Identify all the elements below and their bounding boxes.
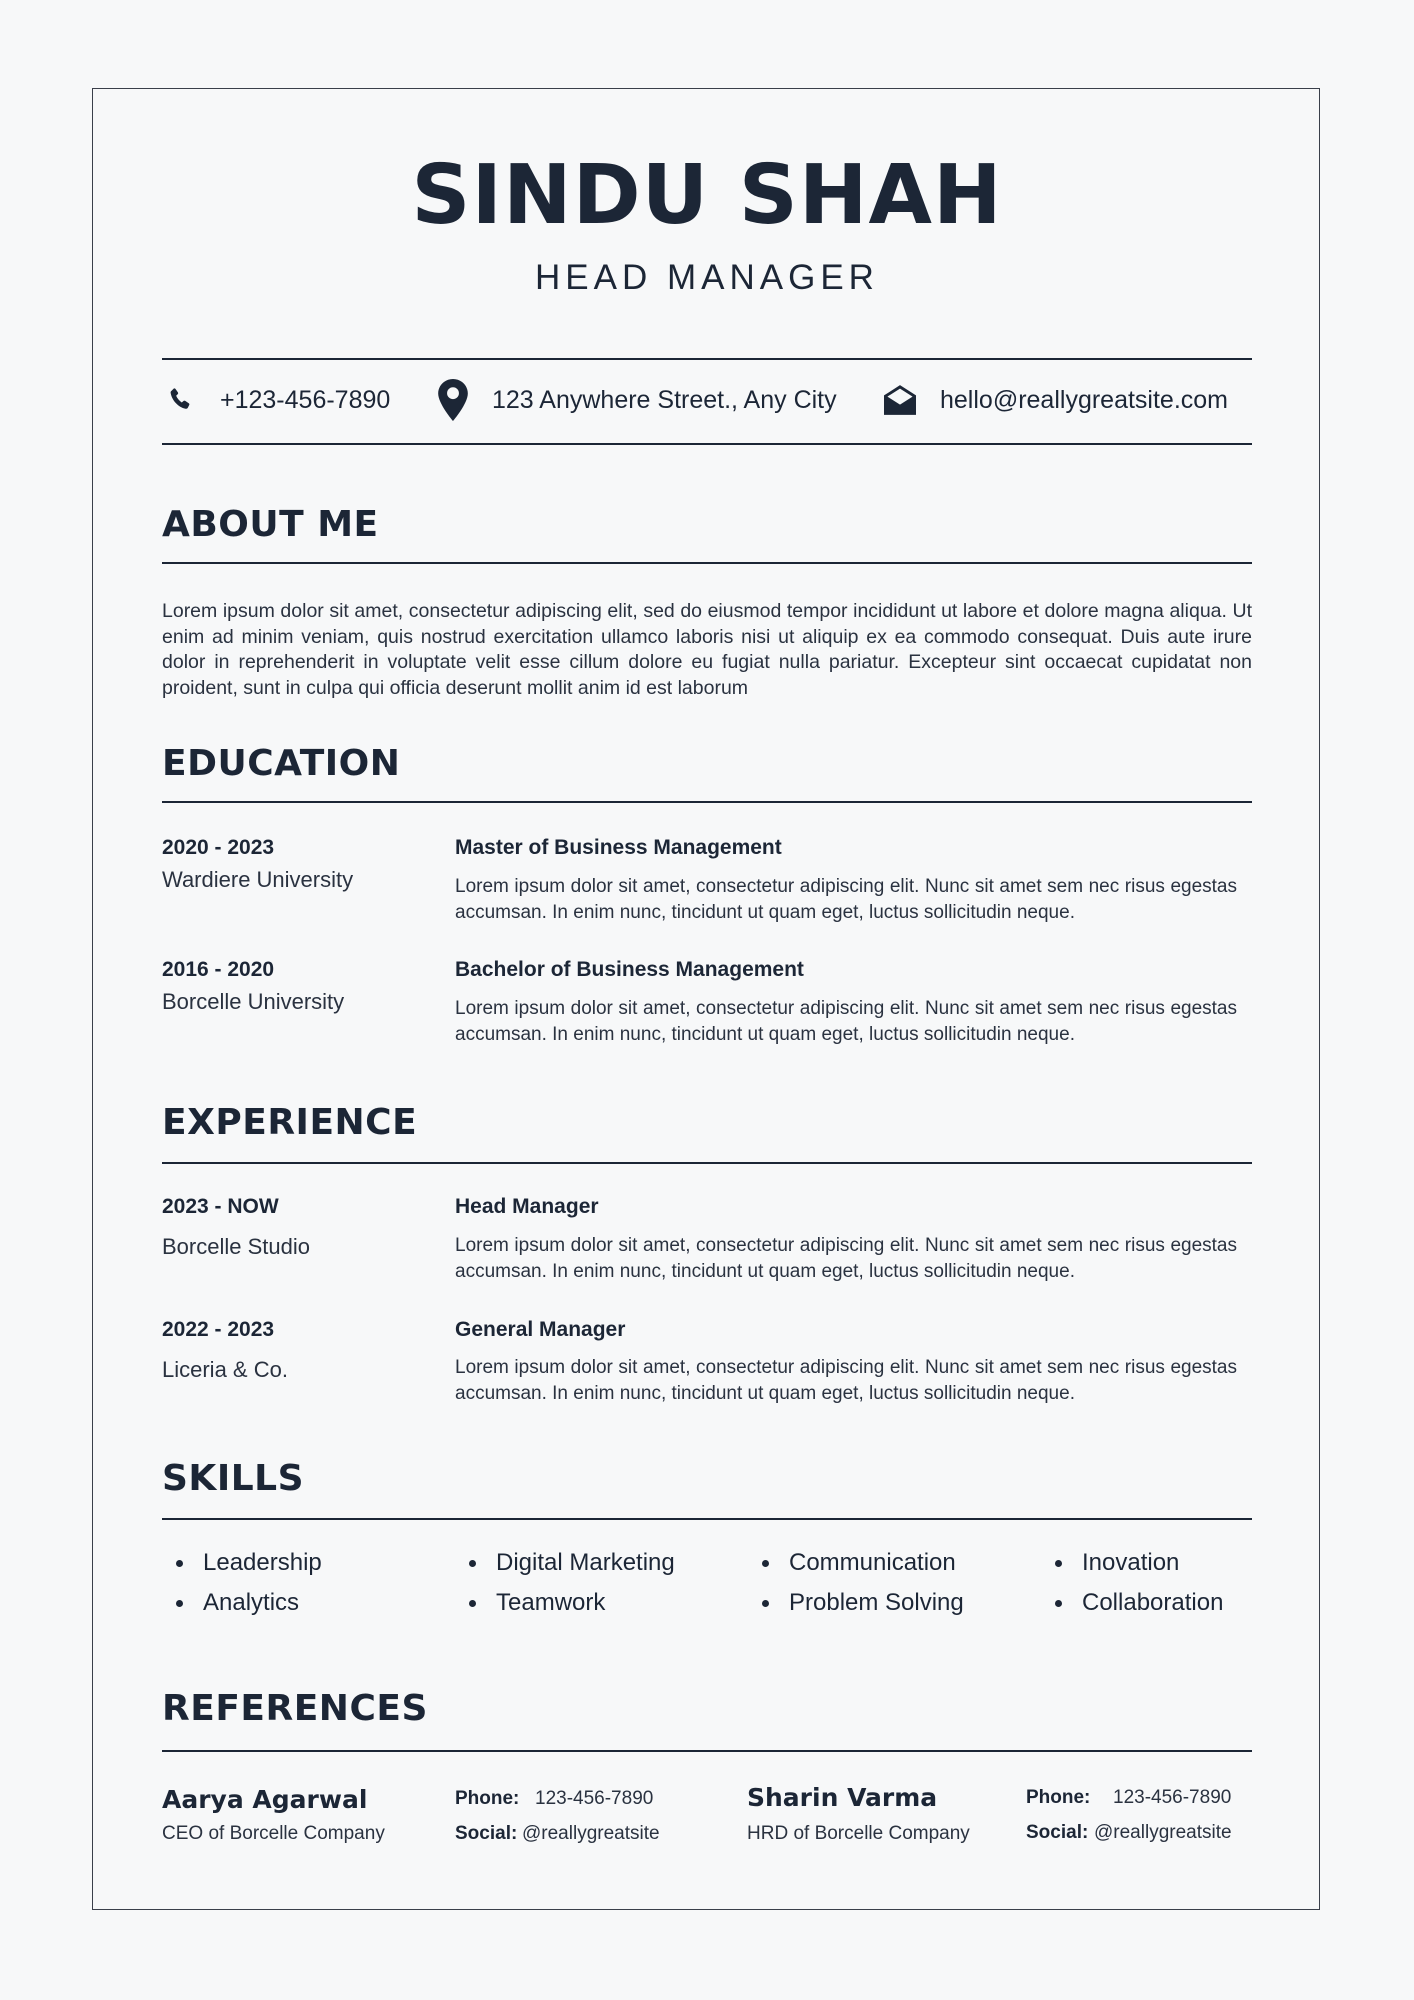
reference-phone-label: Phone:	[455, 1788, 520, 1809]
divider	[162, 1518, 1252, 1520]
bullet-icon	[762, 1560, 769, 1567]
reference-role: CEO of Borcelle Company	[162, 1823, 385, 1844]
education-degree: Master of Business Management	[455, 836, 782, 859]
experience-title: EXPERIENCE	[162, 1102, 418, 1143]
about-title: ABOUT ME	[162, 504, 379, 545]
education-years: 2016 - 2020	[162, 958, 275, 981]
reference-social-label: Social:	[1026, 1822, 1089, 1843]
skill-item: Teamwork	[469, 1589, 605, 1617]
reference-social[interactable]: @reallygreatsite	[522, 1823, 660, 1844]
divider	[162, 358, 1252, 360]
phone-text[interactable]: +123-456-7890	[220, 385, 391, 414]
skill-item: Inovation	[1055, 1549, 1179, 1577]
phone-icon	[166, 384, 194, 416]
divider	[162, 562, 1252, 564]
bullet-icon	[762, 1600, 769, 1607]
reference-phone[interactable]: 123-456-7890	[535, 1788, 654, 1809]
education-description: Lorem ipsum dolor sit amet, consectetur adipiscing elit. Nunc sit amet sem nec risus egestas accumsan. In enim nunc, tincidunt ut quam eget, luctus sollicitudin neque.	[455, 998, 1237, 1045]
experience-years: 2023 - NOW	[162, 1195, 279, 1218]
education-school: Borcelle University	[162, 989, 345, 1014]
education-title: EDUCATION	[162, 743, 401, 784]
experience-years: 2022 - 2023	[162, 1318, 275, 1341]
experience-job-title: Head Manager	[455, 1195, 599, 1218]
skill-item: Problem Solving	[762, 1589, 964, 1617]
education-description: Lorem ipsum dolor sit amet, consectetur adipiscing elit. Nunc sit amet sem nec risus egestas accumsan. In enim nunc, tincidunt ut quam eget, luctus sollicitudin neque.	[455, 876, 1237, 923]
contact-phone	[166, 378, 390, 422]
reference-social-label: Social:	[455, 1823, 518, 1844]
bullet-icon	[176, 1600, 183, 1607]
bullet-icon	[469, 1600, 476, 1607]
divider	[162, 1750, 1252, 1752]
skills-title: SKILLS	[162, 1458, 305, 1499]
location-pin-icon	[438, 379, 468, 421]
experience-job-title: General Manager	[455, 1318, 626, 1341]
email-text[interactable]: hello@reallygreatsite.com	[940, 385, 1229, 414]
skill-item: Communication	[762, 1549, 956, 1577]
education-school: Wardiere University	[162, 867, 354, 892]
contact-bar	[162, 378, 1252, 422]
bullet-icon	[1055, 1560, 1062, 1567]
divider	[162, 801, 1252, 803]
reference-name: Aarya Agarwal	[162, 1785, 368, 1814]
skill-item: Analytics	[176, 1589, 299, 1617]
skill-item: Leadership	[176, 1549, 322, 1577]
reference-social[interactable]: @reallygreatsite	[1094, 1822, 1232, 1843]
candidate-name: SINDU SHAH	[411, 148, 1003, 243]
experience-description: Lorem ipsum dolor sit amet, consectetur adipiscing elit. Nunc sit amet sem nec risus egestas accumsan. In enim nunc, tincidunt ut quam eget, luctus sollicitudin neque.	[455, 1357, 1237, 1404]
references-title: REFERENCES	[162, 1688, 428, 1729]
candidate-role: HEAD MANAGER	[535, 258, 879, 297]
experience-company: Borcelle Studio	[162, 1234, 310, 1259]
contact-address	[438, 378, 837, 422]
bullet-icon	[176, 1560, 183, 1567]
reference-phone[interactable]: 123-456-7890	[1113, 1787, 1232, 1808]
education-degree: Bachelor of Business Management	[455, 958, 804, 981]
experience-description: Lorem ipsum dolor sit amet, consectetur adipiscing elit. Nunc sit amet sem nec risus egestas accumsan. In enim nunc, tincidunt ut quam eget, luctus sollicitudin neque.	[455, 1235, 1237, 1282]
about-text: Lorem ipsum dolor sit amet, consectetur adipiscing elit, sed do eiusmod tempor incididunt ut labore et dolore magna aliqua. Ut enim ad minim veniam, quis nostrud exercitation ullamco laboris nisi ut aliquip ex ea commodo consequat. Duis aute irure dolor in reprehenderit in voluptate velit esse cillum dolore eu fugiat nulla pariatur. Excepteur sint occaecat cupidatat non proident, sunt in culpa qui officia deserunt mollit anim id est laborum	[162, 600, 1252, 699]
experience-company: Liceria & Co.	[162, 1357, 288, 1382]
education-years: 2020 - 2023	[162, 836, 275, 859]
divider	[162, 443, 1252, 445]
address-text: 123 Anywhere Street., Any City	[492, 385, 837, 414]
reference-name: Sharin Varma	[747, 1783, 938, 1812]
bullet-icon	[1055, 1600, 1062, 1607]
reference-phone-label: Phone:	[1026, 1787, 1091, 1808]
envelope-icon	[884, 385, 916, 415]
skill-item: Collaboration	[1055, 1589, 1223, 1617]
contact-email	[884, 378, 1228, 422]
reference-role: HRD of Borcelle Company	[747, 1823, 970, 1844]
divider	[162, 1162, 1252, 1164]
bullet-icon	[469, 1560, 476, 1567]
skill-item: Digital Marketing	[469, 1549, 675, 1577]
